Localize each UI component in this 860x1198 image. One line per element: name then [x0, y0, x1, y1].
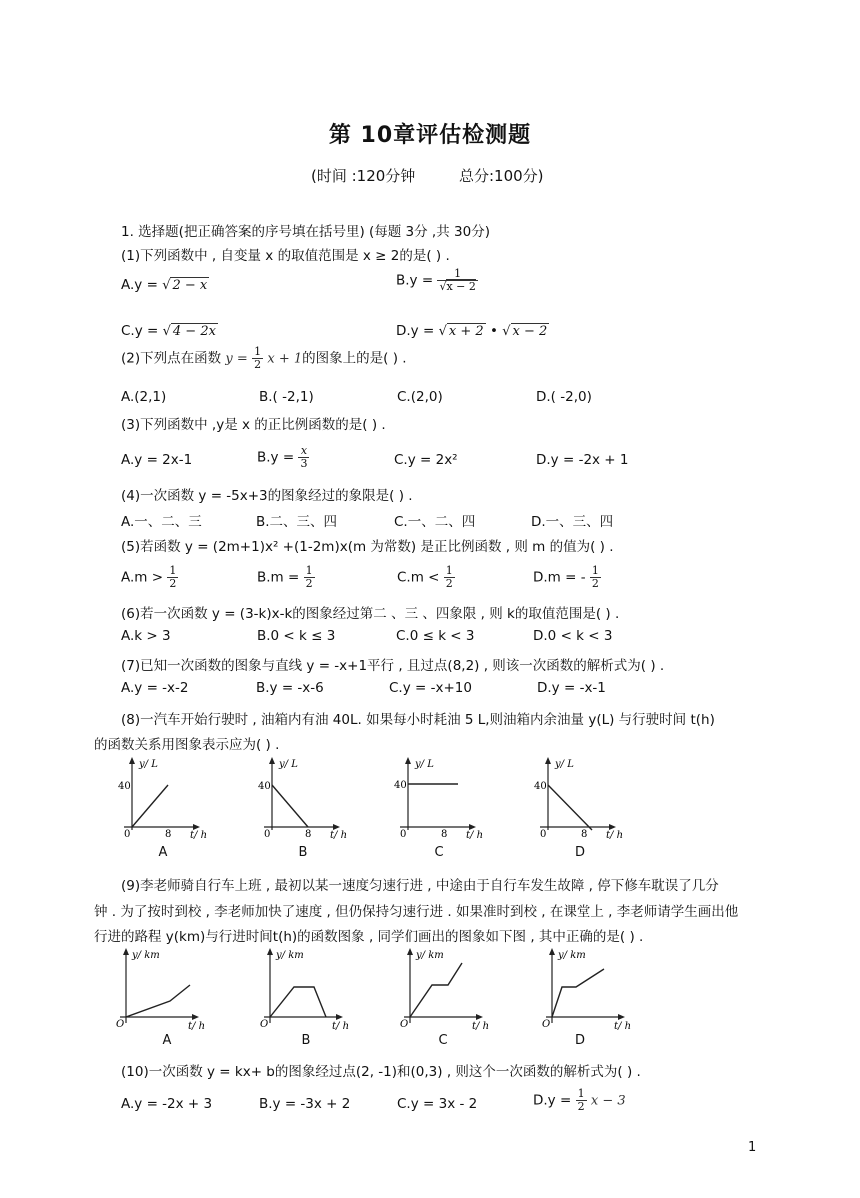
- q8-label-a: A: [158, 845, 168, 860]
- q9-label-a: A: [162, 1033, 172, 1048]
- q6-stem: (6)若一次函数 y = (3-k)x-k的图象经过第二 、三 、四象限 , 则 k的取值范围是( ) .: [121, 606, 620, 622]
- q9-graph-a: [116, 948, 205, 1032]
- q2-option-d: D.( -2,0): [536, 389, 592, 405]
- q9b-ylabel: y/ km: [276, 950, 304, 961]
- q10-stem: (10)一次函数 y = kx+ b的图象经过点(2, -1)和(0,3) , 则这个一次函数的解析式为( ) .: [121, 1064, 641, 1080]
- q1-stem: (1)下列函数中 , 自变量 x 的取值范围是 x ≥ 2的是( ) .: [121, 248, 450, 264]
- q4-stem: (4)一次函数 y = -5x+3的图象经过的象限是( ) .: [121, 488, 413, 504]
- q8b-xtick: 8: [305, 829, 312, 840]
- q2-stem: (2)下列点在函数 y = $\frac{1}{2}$ x + 1的图象上的是( ) .: [121, 345, 407, 371]
- q9b-origin: O: [260, 1019, 269, 1030]
- q8a-ylabel: y/ L: [139, 759, 158, 770]
- q8c-ylabel: y/ L: [415, 759, 434, 770]
- q9d-ylabel: y/ km: [558, 950, 586, 961]
- q5-option-d: D.m = - $\frac{1}{2}$: [533, 564, 599, 590]
- q7-option-d: D.y = -x-1: [537, 680, 606, 696]
- q2-option-b: B.( -2,1): [259, 389, 314, 405]
- q5-option-b: B.m = $\frac{1}{2}$: [257, 564, 313, 590]
- q8d-ylabel: y/ L: [555, 759, 574, 770]
- q8-graph-a: [118, 757, 207, 841]
- q8b-ytick: 40: [258, 781, 271, 792]
- q8a-ytick: 40: [118, 781, 131, 792]
- q9-stem-line2: 钟 . 为了按时到校 , 李老师加快了速度 , 但仍保持匀速行进 . 如果准时到校 , 在课堂上 , 李老师请学生画出他: [94, 904, 739, 920]
- q8d-origin: 0: [540, 829, 547, 840]
- q8a-origin: 0: [124, 829, 131, 840]
- q7-stem: (7)已知一次函数的图象与直线 y = -x+1平行 , 且过点(8,2) , 则该一次函数的解析式为( ) .: [121, 658, 665, 674]
- q1-option-c: C.y = √ 4 − 2x: [121, 323, 216, 339]
- q7-option-c: C.y = -x+10: [389, 680, 472, 696]
- q6-option-a: A.k > 3: [121, 628, 171, 644]
- q4-option-b: B.二、三、四: [256, 514, 338, 530]
- q7-option-a: A.y = -x-2: [121, 680, 189, 696]
- q10-option-d: D.y = $\frac{1}{2}$ x − 3: [533, 1087, 626, 1113]
- q9d-origin: O: [542, 1019, 551, 1030]
- q8-graph-c: [394, 757, 483, 841]
- q8a-xtick: 8: [165, 829, 172, 840]
- q8b-origin: 0: [264, 829, 271, 840]
- q8-graph-d: [534, 757, 623, 841]
- q9a-origin: O: [116, 1019, 125, 1030]
- q9c-origin: O: [400, 1019, 409, 1030]
- q8b-xlabel: t/ h: [330, 830, 348, 841]
- q1-option-d: D.y = √ x + 2 • √ x − 2: [396, 323, 548, 339]
- q4-option-c: C.一、二、四: [394, 514, 476, 530]
- q3-option-c: C.y = 2x²: [394, 452, 458, 468]
- q9a-xlabel: t/ h: [188, 1021, 206, 1032]
- q2-option-a: A.(2,1): [121, 389, 167, 405]
- q6-option-d: D.0 < k < 3: [533, 628, 613, 644]
- q9c-xlabel: t/ h: [472, 1021, 490, 1032]
- q9-graph-c: [400, 948, 489, 1032]
- q8c-xlabel: t/ h: [466, 830, 484, 841]
- q8d-xtick: 8: [581, 829, 588, 840]
- q10-option-a: A.y = -2x + 3: [121, 1096, 213, 1112]
- q4-option-a: A.一、二、三: [121, 514, 202, 530]
- q3-option-b: B.y = $\frac{x}{3}$: [257, 444, 308, 470]
- q3-option-a: A.y = 2x-1: [121, 452, 193, 468]
- q9-graph-d: [542, 948, 631, 1032]
- q8d-ytick: 40: [534, 781, 547, 792]
- q9c-ylabel: y/ km: [416, 950, 444, 961]
- q8-graph-b: [258, 757, 347, 841]
- q9-stem-line3: 行进的路程 y(km)与行进时间t(h)的函数图象 , 同学们画出的图象如下图 , 其中正确的是( ) .: [94, 929, 644, 945]
- q9b-xlabel: t/ h: [332, 1021, 350, 1032]
- q4-option-d: D.一、三、四: [531, 514, 614, 530]
- q8d-xlabel: t/ h: [606, 830, 624, 841]
- page-number: 1: [748, 1140, 757, 1155]
- score-info: 总分:100分): [459, 167, 544, 185]
- q9-label-d: D: [574, 1033, 585, 1048]
- q8c-origin: 0: [400, 829, 407, 840]
- q1-option-a: A.y = √ 2 − x: [121, 277, 208, 293]
- q8-label-d: D: [574, 845, 585, 860]
- q8c-xtick: 8: [441, 829, 448, 840]
- q8-label-b: B: [298, 845, 308, 860]
- q8c-ytick: 40: [394, 780, 407, 791]
- q8-stem-line1: (8)一汽车开始行驶时 , 油箱内有油 40L. 如果每小时耗油 5 L,则油箱内余油量 y(L) 与行驶时间 t(h): [121, 712, 715, 728]
- q3-option-d: D.y = -2x + 1: [536, 452, 629, 468]
- q9-label-c: C: [438, 1033, 448, 1048]
- q8-graphs: [112, 755, 752, 845]
- q10-option-c: C.y = 3x - 2: [397, 1096, 478, 1112]
- q8b-ylabel: y/ L: [279, 759, 298, 770]
- q5-stem: (5)若函数 y = (2m+1)x² +(1-2m)x(m 为常数) 是正比例函数 , 则 m 的值为( ) .: [121, 539, 614, 555]
- q2-option-c: C.(2,0): [397, 389, 443, 405]
- q9a-ylabel: y/ km: [132, 950, 160, 961]
- q9-stem-line1: (9)李老师骑自行车上班 , 最初以某一速度匀速行进 , 中途由于自行车发生故障 , 停下修车耽误了几分: [121, 878, 719, 894]
- q1-option-b: B.y = $\frac{1}{√x - 2}$: [396, 267, 476, 293]
- q7-option-b: B.y = -x-6: [256, 680, 324, 696]
- q9-graph-b: [260, 948, 349, 1032]
- q8a-xlabel: t/ h: [190, 830, 208, 841]
- q9-graphs: [112, 945, 752, 1035]
- q8-label-c: C: [434, 845, 444, 860]
- q6-option-c: C.0 ≤ k < 3: [396, 628, 475, 644]
- q6-option-b: B.0 < k ≤ 3: [257, 628, 336, 644]
- q3-stem: (3)下列函数中 ,y是 x 的正比例函数的是( ) .: [121, 417, 386, 433]
- q5-option-c: C.m < $\frac{1}{2}$: [397, 564, 453, 590]
- section-heading: 1. 选择题(把正确答案的序号填在括号里) (每题 3分 ,共 30分): [121, 224, 490, 240]
- page-title: 第 10章评估检测题: [328, 123, 532, 148]
- q9-label-b: B: [301, 1033, 311, 1048]
- q5-option-a: A.m > $\frac{1}{2}$: [121, 564, 177, 590]
- q8-stem-line2: 的函数关系用图象表示应为( ) .: [94, 737, 280, 753]
- time-info: (时间 :120分钟: [311, 167, 416, 185]
- q10-option-b: B.y = -3x + 2: [259, 1096, 351, 1112]
- q9d-xlabel: t/ h: [614, 1021, 632, 1032]
